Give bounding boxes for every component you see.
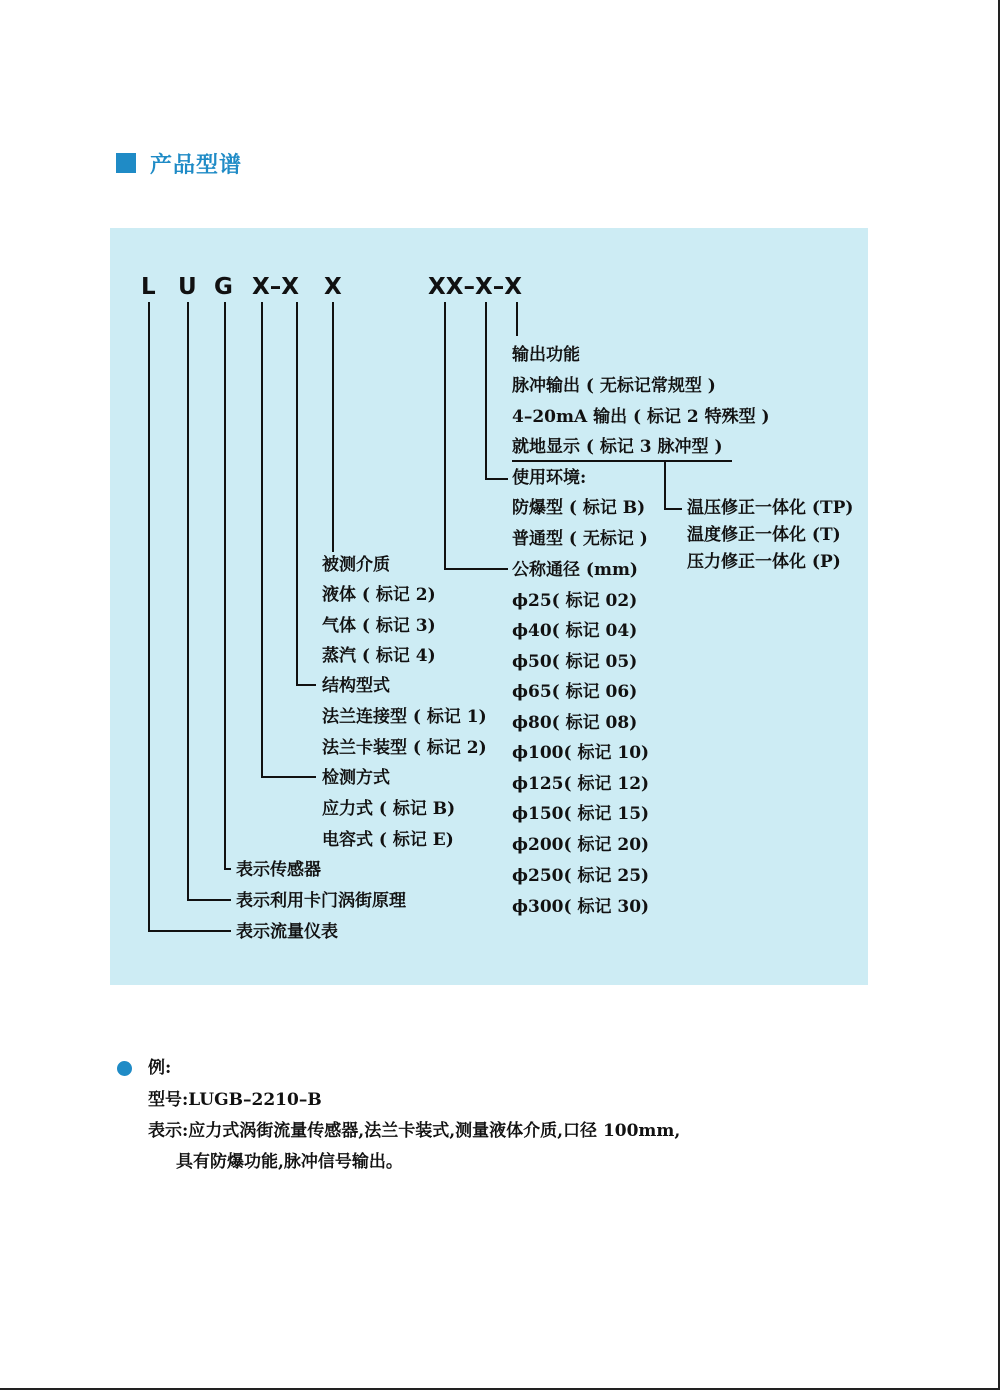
connector-detection-vertical: [261, 302, 263, 778]
connector-G-horizontal: [224, 868, 231, 870]
connector-detection-horizontal: [261, 776, 316, 778]
compensation-item-tp: 温压修正一体化 (TP): [687, 498, 854, 518]
connector-G-vertical: [224, 302, 226, 870]
structure-item-flange-clamp: 法兰卡装型 ( 标记 2): [322, 738, 487, 758]
diameter-item: ϕ25( 标记 02): [512, 591, 638, 611]
connector-diameter-horizontal: [444, 568, 508, 570]
diameter-item: ϕ65( 标记 06): [512, 682, 638, 702]
connector-U-horizontal: [187, 899, 231, 901]
connector-structure-horizontal: [296, 684, 316, 686]
output-underline: [512, 460, 732, 462]
meaning-G: 表示传感器: [236, 860, 321, 880]
environment-item-explosion-proof: 防爆型 ( 标记 B): [512, 498, 646, 518]
diameter-heading: 公称通径 (mm): [512, 560, 638, 580]
structure-heading: 结构型式: [322, 676, 390, 696]
code-letter-G: G: [214, 274, 233, 300]
code-medium: X: [324, 274, 342, 300]
diameter-item: ϕ150( 标记 15): [512, 804, 650, 824]
medium-item-gas: 气体 ( 标记 3): [322, 616, 436, 636]
connector-L-horizontal: [148, 930, 231, 932]
connector-L-vertical: [148, 302, 150, 932]
connector-U-vertical: [187, 302, 189, 901]
diameter-item: ϕ80( 标记 08): [512, 713, 638, 733]
diameter-item: ϕ200( 标记 20): [512, 835, 650, 855]
code-letter-U: U: [178, 274, 197, 300]
medium-item-liquid: 液体 ( 标记 2): [322, 585, 436, 605]
detection-item-capacitive: 电容式 ( 标记 E): [322, 830, 454, 850]
output-item-pulse: 脉冲输出 ( 无标记常规型 ): [512, 376, 716, 396]
example-model: 型号:LUGB–2210–B: [148, 1090, 322, 1110]
diameter-item: ϕ100( 标记 10): [512, 743, 650, 763]
output-item-4-20ma: 4–20mA 输出 ( 标记 2 特殊型 ): [512, 407, 770, 427]
compensation-item-t: 温度修正一体化 (T): [687, 525, 841, 545]
section-title: 产品型谱: [150, 153, 243, 178]
compensation-item-p: 压力修正一体化 (P): [687, 552, 841, 572]
section-marker-icon: [116, 153, 136, 173]
code-letter-L: L: [141, 274, 156, 300]
output-item-local-display: 就地显示 ( 标记 3 脉冲型 ): [512, 437, 723, 457]
example-bullet-icon: [117, 1061, 132, 1076]
meaning-U: 表示利用卡门涡街原理: [236, 891, 406, 911]
connector-medium-vertical: [332, 302, 334, 552]
detection-heading: 检测方式: [322, 768, 390, 788]
connector-environment-vertical: [485, 302, 487, 480]
code-detection-structure: X–X: [252, 274, 299, 300]
diameter-item: ϕ50( 标记 05): [512, 652, 638, 672]
connector-compensation-vertical: [664, 460, 666, 510]
medium-item-steam: 蒸汽 ( 标记 4): [322, 646, 436, 666]
connector-output-vertical: [516, 302, 518, 336]
example-description-line1: 表示:应力式涡街流量传感器,法兰卡装式,测量液体介质,口径 100mm,: [148, 1121, 681, 1141]
structure-item-flange-connection: 法兰连接型 ( 标记 1): [322, 707, 487, 727]
detection-item-stress: 应力式 ( 标记 B): [322, 799, 456, 819]
diameter-item: ϕ40( 标记 04): [512, 621, 638, 641]
diameter-item: ϕ125( 标记 12): [512, 774, 650, 794]
diameter-item: ϕ250( 标记 25): [512, 866, 650, 886]
connector-structure-vertical: [296, 302, 298, 686]
code-diameter-env-output: XX–X–X: [428, 274, 522, 300]
meaning-L: 表示流量仪表: [236, 922, 338, 942]
environment-heading: 使用环境:: [512, 468, 587, 488]
connector-diameter-vertical: [444, 302, 446, 570]
example-description-line2: 具有防爆功能,脉冲信号输出。: [176, 1152, 403, 1172]
example-title: 例:: [148, 1058, 172, 1078]
diameter-item: ϕ300( 标记 30): [512, 897, 650, 917]
output-heading: 输出功能: [512, 345, 580, 365]
environment-item-normal: 普通型 ( 无标记 ): [512, 529, 648, 549]
connector-compensation-horizontal: [664, 508, 682, 510]
connector-environment-horizontal: [485, 478, 508, 480]
medium-heading: 被测介质: [322, 555, 390, 575]
